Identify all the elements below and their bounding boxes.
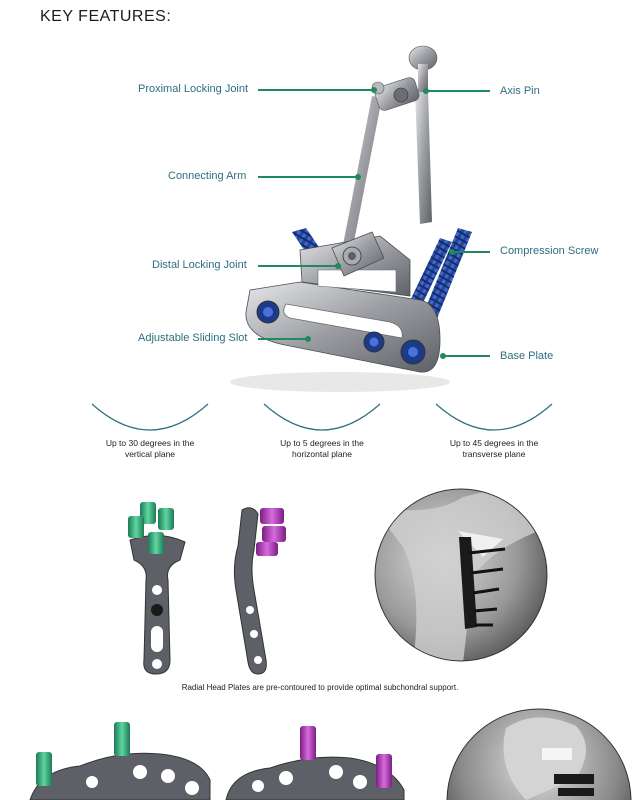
leader-line xyxy=(258,89,374,91)
leader-dot xyxy=(305,336,311,342)
radial-plate-front xyxy=(128,502,185,674)
caption-radial-head-plates: Radial Head Plates are pre-contoured to provide optimal subchondral support. xyxy=(181,683,459,692)
arc-vertical xyxy=(92,404,208,430)
range-arcs xyxy=(0,400,640,440)
leader-dot xyxy=(355,174,361,180)
axis-pin xyxy=(409,46,437,224)
callout-axis-pin: Axis Pin xyxy=(500,85,540,97)
callout-base-plate: Base Plate xyxy=(500,350,554,362)
arc-horizontal xyxy=(264,404,380,430)
leader-line xyxy=(443,355,490,357)
xray-image-elbow xyxy=(446,708,632,800)
curved-plate-green xyxy=(30,722,210,800)
leader-line xyxy=(258,265,338,267)
range-transverse: Up to 45 degrees in the transverse plane xyxy=(449,438,539,459)
leader-line xyxy=(258,176,358,178)
xray-image-radial-head xyxy=(373,487,549,663)
leader-dot xyxy=(335,263,341,269)
leader-line xyxy=(258,338,308,340)
radial-plate-side xyxy=(234,508,286,674)
leader-dot xyxy=(371,87,377,93)
callout-connecting-arm: Connecting Arm xyxy=(168,170,247,182)
callout-adjustable-sliding-slot: Adjustable Sliding Slot xyxy=(138,332,248,344)
callout-proximal-locking-joint: Proximal Locking Joint xyxy=(138,83,249,95)
leader-line xyxy=(452,251,490,253)
arc-transverse xyxy=(436,404,552,430)
page-title: KEY FEATURES: xyxy=(40,8,172,25)
callout-distal-locking-joint: Distal Locking Joint xyxy=(152,259,247,271)
range-vertical: Up to 30 degrees in the vertical plane xyxy=(105,438,195,459)
range-horizontal: Up to 5 degrees in the horizontal plane xyxy=(280,438,364,459)
curved-plates-illustration xyxy=(0,710,430,800)
callout-compression-screw: Compression Screw xyxy=(500,245,599,257)
curved-plate-purple xyxy=(226,726,404,800)
leader-line xyxy=(426,90,490,92)
proximal-locking-joint xyxy=(372,76,421,112)
